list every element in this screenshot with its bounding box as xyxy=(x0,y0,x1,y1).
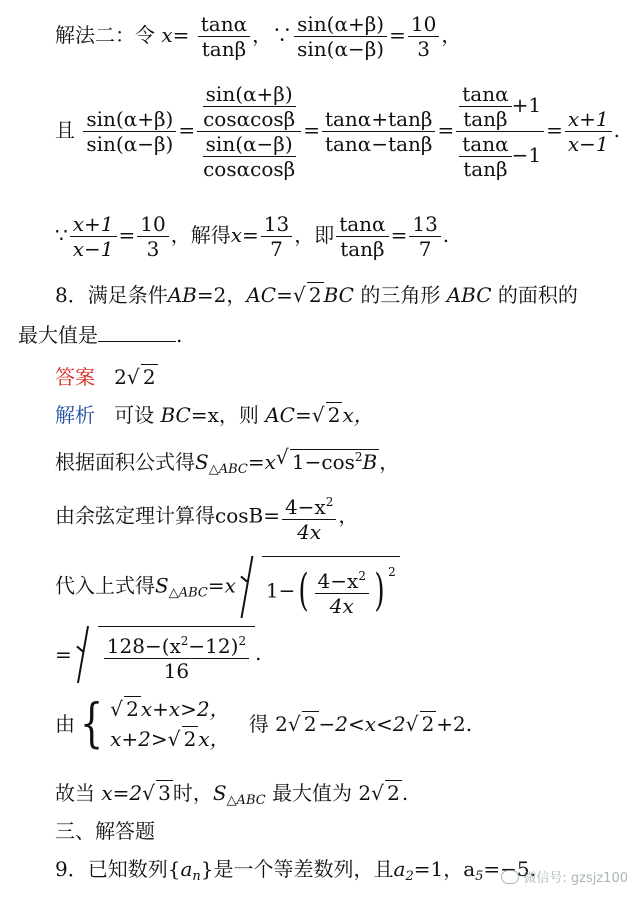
frac-num: tanα xyxy=(336,212,388,237)
text: B xyxy=(362,450,378,474)
big-sqrt xyxy=(238,556,400,618)
text: =2， xyxy=(196,283,247,307)
frac-den: tanβ xyxy=(463,157,508,181)
subscript: n xyxy=(192,869,201,884)
radicand: 2 xyxy=(126,697,139,721)
system-rows xyxy=(110,694,230,754)
question-8 xyxy=(0,282,640,308)
var-ab: AB xyxy=(167,283,197,307)
frac-den: cosαcosβ xyxy=(203,107,296,131)
frac-den: 7 xyxy=(418,237,432,261)
minus-one: −1 xyxy=(511,143,542,167)
frac-den: sin(α−β) xyxy=(86,132,174,156)
compound-num xyxy=(456,82,544,132)
frac-num: 10 xyxy=(408,12,439,37)
superscript: 2 xyxy=(180,634,189,648)
text: 可设 xyxy=(114,403,155,427)
inner-frac-bot xyxy=(200,132,298,181)
because-sign: ，∵ xyxy=(252,23,293,47)
analysis-label: 解析 xyxy=(55,403,95,427)
sqrt xyxy=(144,780,173,806)
radicand xyxy=(98,626,255,683)
eq: = xyxy=(118,223,136,247)
text: 9．已知数列{ xyxy=(55,857,181,881)
answer-label: 答案 xyxy=(55,365,95,389)
frac-x xyxy=(70,212,117,261)
var-bc: BC xyxy=(323,283,354,307)
frac-num xyxy=(104,629,249,659)
frac-num: x+1 xyxy=(565,107,612,132)
frac-num: sin(α−β) xyxy=(203,132,296,157)
eq: = xyxy=(294,403,312,427)
text: 故当 xyxy=(55,781,95,805)
var-s: S xyxy=(212,781,227,805)
text: 由余弦定理计算得 xyxy=(55,503,215,528)
text: =1，a xyxy=(413,857,476,881)
radicand: 2 xyxy=(303,712,317,736)
frac-den: 7 xyxy=(270,237,283,261)
text: 时， xyxy=(172,781,213,805)
compound-den xyxy=(456,132,544,181)
sqrt xyxy=(314,402,343,428)
frac-den: 3 xyxy=(146,237,160,261)
text: 三、解答题 xyxy=(55,819,155,843)
wechat-watermark xyxy=(501,867,628,886)
paren-open: ( xyxy=(298,564,310,616)
frac-num: tanα xyxy=(198,12,250,37)
punct: . xyxy=(255,641,262,665)
superscript: 2 xyxy=(238,634,247,648)
brace-system xyxy=(75,694,230,754)
frac-cos xyxy=(282,490,336,544)
radicand: 2 xyxy=(142,365,156,389)
frac-13-7 xyxy=(261,212,292,261)
punct: . xyxy=(442,223,450,247)
frac-10-3 xyxy=(137,212,168,261)
frac-13-7 xyxy=(409,212,440,261)
text: 得 2 xyxy=(248,712,288,736)
frac-den: 16 xyxy=(163,659,190,683)
text: x+2> xyxy=(110,727,168,751)
var-ac: AC xyxy=(265,403,295,427)
frac-num: 13 xyxy=(409,212,440,237)
inner-frac-top xyxy=(200,82,298,131)
frac-den: sin(α−β) xyxy=(297,37,385,61)
superscript: 2 xyxy=(325,495,334,509)
area-formula-line xyxy=(0,444,640,483)
radicand xyxy=(262,556,400,618)
inner-frac xyxy=(459,132,511,181)
watermark-text: 微信号: gzsjz100 xyxy=(523,871,628,886)
sqrt xyxy=(112,694,141,724)
frac-num: tanα xyxy=(459,82,511,107)
frac-den: x−1 xyxy=(567,132,609,156)
frac-num xyxy=(282,490,336,520)
subscript: 5 xyxy=(475,869,484,884)
superscript: 2 xyxy=(388,565,396,579)
frac-den: x−1 xyxy=(72,237,114,261)
answer-blank xyxy=(98,323,176,342)
sqrt xyxy=(408,711,437,737)
frac-den: tanβ xyxy=(340,237,385,261)
label: 解法二：令 xyxy=(55,23,155,47)
text: 的三角形 xyxy=(360,283,441,307)
text: −2<x<2 xyxy=(318,712,406,736)
text: 4−x xyxy=(317,568,359,593)
text: −12) xyxy=(188,634,239,658)
sqrt xyxy=(290,711,319,737)
system-row-2 xyxy=(110,724,230,754)
conclusion-line xyxy=(0,780,640,814)
frac-den: tanα−tanβ xyxy=(324,132,433,156)
paren-close: ) xyxy=(374,564,385,616)
var-a: a xyxy=(180,857,193,881)
x-eq: x= xyxy=(161,23,190,47)
sqrt xyxy=(295,282,324,308)
radicand: 2 xyxy=(421,712,435,736)
compound-den xyxy=(197,132,301,181)
substitute-line xyxy=(0,556,640,618)
sqrt xyxy=(170,724,199,754)
text: 1− xyxy=(265,578,296,603)
superscript: 2 xyxy=(354,450,363,464)
text: 最大值为 2 xyxy=(272,781,372,805)
frac-num: 10 xyxy=(137,212,168,237)
var-s: S xyxy=(195,450,209,474)
var-abc: ABC xyxy=(446,283,492,307)
punct: . xyxy=(176,323,183,347)
text: 4−x xyxy=(284,495,326,519)
frac-den: tanβ xyxy=(463,107,508,131)
frac-den: tanβ xyxy=(201,37,247,61)
superscript: 2 xyxy=(358,568,366,583)
radicand: 3 xyxy=(158,781,171,805)
text: }是一个等差数列，且 xyxy=(200,857,394,881)
system-row-1 xyxy=(110,694,230,724)
text: 1−cos xyxy=(291,450,355,474)
text: 代入上式得 xyxy=(55,573,155,598)
subscript: △ABC xyxy=(168,585,208,601)
sqrt xyxy=(278,444,379,475)
punct: ， xyxy=(379,450,400,474)
plus-one: +1 xyxy=(511,93,542,117)
frac-tan xyxy=(198,12,250,61)
eq: = xyxy=(389,23,406,47)
frac-cos xyxy=(315,564,369,618)
compound-num xyxy=(197,82,301,132)
frac-num: sin(α+β) xyxy=(294,12,387,37)
text: =x xyxy=(207,573,236,598)
frac-num: sin(α+β) xyxy=(203,82,296,107)
text: ，即 xyxy=(294,223,335,247)
compound-fraction-2 xyxy=(456,82,544,181)
analysis-line xyxy=(0,402,640,428)
big-sqrt xyxy=(74,626,255,683)
radicand xyxy=(290,449,379,474)
eq: = xyxy=(437,118,455,142)
text: +2. xyxy=(436,712,473,736)
punct: ， xyxy=(441,23,462,47)
radicand: 2 xyxy=(308,283,322,307)
frac-result xyxy=(104,629,249,683)
text: x， xyxy=(342,403,374,427)
frac-num: x+1 xyxy=(70,212,117,237)
frac-den: 3 xyxy=(417,37,430,61)
text: 由 xyxy=(55,712,75,736)
because-sign: ∵ xyxy=(55,223,68,247)
frac-tan-sum xyxy=(322,107,436,156)
sqrt xyxy=(373,780,402,806)
text: 最大值是 xyxy=(18,323,98,347)
x-eq: x= xyxy=(230,223,259,247)
eq: = xyxy=(178,118,196,142)
text: cosB= xyxy=(215,503,280,528)
answer-line xyxy=(0,364,640,390)
subscript: 2 xyxy=(405,869,414,884)
frac-num: tanα+tanβ xyxy=(322,107,436,132)
var-ac: AC xyxy=(246,283,277,307)
radicand: 2 xyxy=(327,403,341,427)
punct: . xyxy=(613,118,620,142)
coef: 2 xyxy=(114,365,127,389)
label: 且 xyxy=(55,118,75,142)
text: ，解得 xyxy=(170,223,231,247)
eq: = xyxy=(276,283,293,307)
sqrt xyxy=(129,364,158,390)
frac-tan xyxy=(336,212,388,261)
text: 8．满足条件 xyxy=(55,283,168,307)
text: 根据面积公式得 xyxy=(55,450,195,474)
section-title xyxy=(0,818,640,844)
solve-line xyxy=(0,212,640,261)
text: 128−(x xyxy=(106,634,181,658)
frac-sin-ratio xyxy=(83,107,176,156)
compound-fraction xyxy=(197,82,301,181)
frac-den: 4x xyxy=(329,593,354,618)
inequality-line xyxy=(0,694,640,754)
text: =−5. xyxy=(483,857,537,881)
eq: = xyxy=(303,118,320,142)
var-s: S xyxy=(155,573,169,598)
eq: = xyxy=(390,223,408,247)
text: =x xyxy=(247,450,276,474)
radicand: 2 xyxy=(183,727,197,751)
frac-num xyxy=(315,564,369,594)
result-line xyxy=(0,626,640,683)
frac-x xyxy=(565,107,612,156)
identity-line xyxy=(0,82,640,181)
subscript: △ABC xyxy=(226,793,266,808)
cosine-line xyxy=(0,490,640,544)
solution2-line xyxy=(0,12,640,61)
inner-frac xyxy=(459,82,511,131)
var-a: a xyxy=(393,857,406,881)
question-8-cont xyxy=(0,322,640,348)
frac-sin-ratio xyxy=(294,12,387,61)
punct: ， xyxy=(338,503,359,528)
eq: = xyxy=(55,642,72,667)
text: x=2 xyxy=(101,781,143,805)
frac-num: 13 xyxy=(261,212,292,237)
text: x， xyxy=(198,727,230,751)
punct: . xyxy=(401,781,409,805)
text: =x，则 xyxy=(190,403,259,427)
eq: = xyxy=(546,118,563,142)
frac-num: tanα xyxy=(459,132,511,157)
left-brace: { xyxy=(79,694,104,754)
text: x+x>2， xyxy=(140,697,230,721)
wechat-icon xyxy=(501,870,519,884)
frac-den: cosαcosβ xyxy=(203,157,296,181)
text: 的面积的 xyxy=(497,283,578,307)
var-bc: BC xyxy=(160,403,191,427)
subscript: △ABC xyxy=(208,462,248,477)
frac-den: 4x xyxy=(297,520,322,544)
radicand: 2 xyxy=(387,781,400,805)
frac-10-3 xyxy=(408,12,439,61)
frac-num: sin(α+β) xyxy=(83,107,176,132)
